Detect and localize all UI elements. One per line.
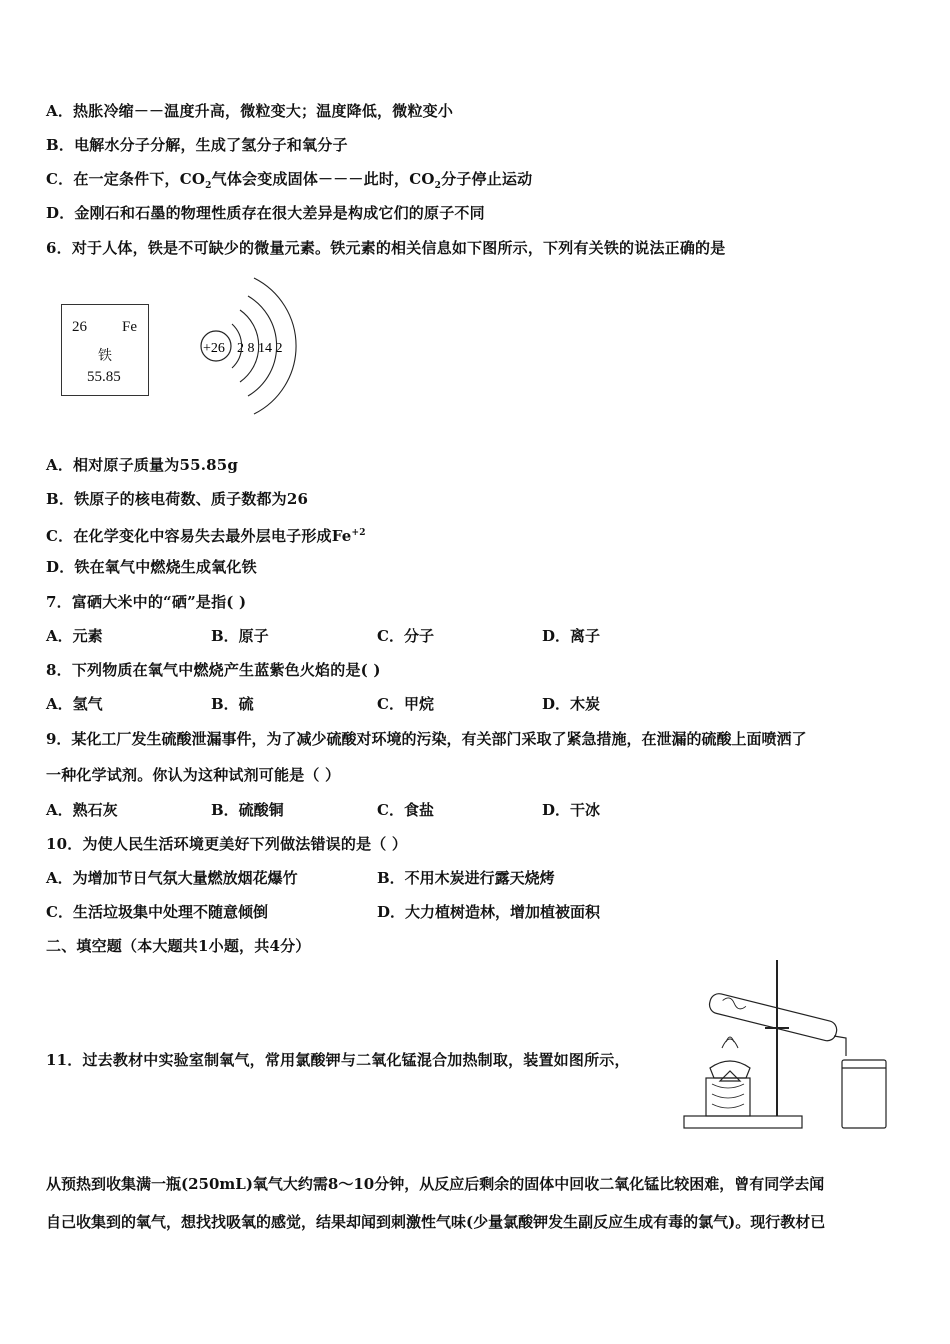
q10-option-a: A．为增加节日气氛大量燃放烟花爆竹 [46, 869, 298, 887]
q5-option-d: D．金刚石和石墨的物理性质存在很大差异是构成它们的原子不同 [46, 204, 485, 222]
gas-collection-bottle [842, 1060, 886, 1128]
q8-option-a: A．氢气 [46, 695, 103, 713]
electron-shells: 2 8 14 2 [237, 341, 283, 356]
q7-option-d: D．离子 [542, 627, 601, 645]
q5-option-c: C．在一定条件下，$CO_2$气体会变成固体－－－此时，$CO_2$分子停止运动 [46, 170, 533, 191]
wooden-block [706, 1078, 750, 1116]
q9-option-b: B．硫酸铜 [211, 801, 284, 819]
q5-option-a: A．热胀冷缩－－温度升高，微粒变大；温度降低，微粒变小 [46, 102, 454, 120]
element-symbol: Fe [122, 319, 137, 335]
q6-option-a: A．相对原子质量为55.85g [46, 456, 239, 474]
q5-option-b: B．电解水分子分解，生成了氢分子和氧分子 [46, 136, 348, 154]
q10-option-c: C．生活垃圾集中处理不随意倾倒 [46, 903, 268, 921]
atom-structure-diagram [190, 272, 310, 422]
q9-stem-line1: 9．某化工厂发生硫酸泄漏事件，为了减少硫酸对环境的污染，有关部门采取了紧急措施，在泄漏的硫酸上面喷洒了 [46, 730, 807, 748]
q7-option-b: B．原子 [211, 627, 269, 645]
atomic-mass: 55.85 [87, 369, 121, 385]
test-tube [708, 992, 839, 1043]
q10-stem: 10．为使人民生活环境更美好下列做法错误的是（ ） [46, 835, 408, 853]
q6-option-b: B．铁原子的核电荷数、质子数都为26 [46, 490, 309, 508]
q8-option-d: D．木炭 [542, 695, 601, 713]
nucleus-charge: +26 [203, 341, 225, 356]
periodic-table-cell [61, 304, 149, 396]
q7-option-c: C．分子 [377, 627, 434, 645]
q10-option-d: D．大力植树造林，增加植被面积 [377, 903, 601, 921]
element-name: 铁 [98, 348, 112, 364]
q6-option-d: D．铁在氧气中燃烧生成氧化铁 [46, 558, 257, 576]
q8-option-c: C．甲烷 [377, 695, 434, 713]
lamp-flame [720, 1071, 740, 1081]
q8-stem: 8．下列物质在氧气中燃烧产生蓝紫色火焰的是( ) [46, 661, 381, 679]
q9-option-d: D．干冰 [542, 801, 601, 819]
q11-stem: 11．过去教材中实验室制氧气，常用氯酸钾与二氧化锰混合加热制取，装置如图所示， [46, 1051, 630, 1069]
q11-paragraph-line1: 从预热到收集满一瓶(250mL)氧气大约需8～10分钟，从反应后剩余的固体中回收二氧化锰比较困难，曾有同学去闻 [46, 1175, 825, 1193]
q8-option-b: B．硫 [211, 695, 254, 713]
q9-stem-line2: 一种化学试剂。你认为这种试剂可能是（ ） [46, 766, 341, 784]
stand-base [684, 1116, 802, 1128]
q9-option-c: C．食盐 [377, 801, 434, 819]
oxygen-apparatus-diagram [680, 956, 895, 1136]
alcohol-lamp [710, 1061, 750, 1078]
q11-paragraph-line2: 自己收集到的氧气，想找找吸氧的感觉，结果却闻到刺激性气味(少量氯酸钾发生副反应生成有毒的氯气)。现行教材已 [46, 1213, 826, 1231]
q7-option-a: A．元素 [46, 627, 103, 645]
q10-option-b: B．不用木炭进行露天烧烤 [377, 869, 555, 887]
section-heading: 二、填空题（本大题共1小题，共4分） [46, 937, 311, 955]
q7-stem: 7．富硒大米中的“硒”是指( ) [46, 593, 247, 611]
q6-option-c: C．在化学变化中容易失去最外层电子形成$Fe^{+2}$ [46, 527, 366, 545]
q6-stem: 6．对于人体，铁是不可缺少的微量元素。铁元素的相关信息如下图所示，下列有关铁的说法正确的是 [46, 239, 726, 257]
atomic-number: 26 [72, 319, 87, 335]
delivery-tube [834, 1036, 846, 1056]
q9-option-a: A．熟石灰 [46, 801, 118, 819]
